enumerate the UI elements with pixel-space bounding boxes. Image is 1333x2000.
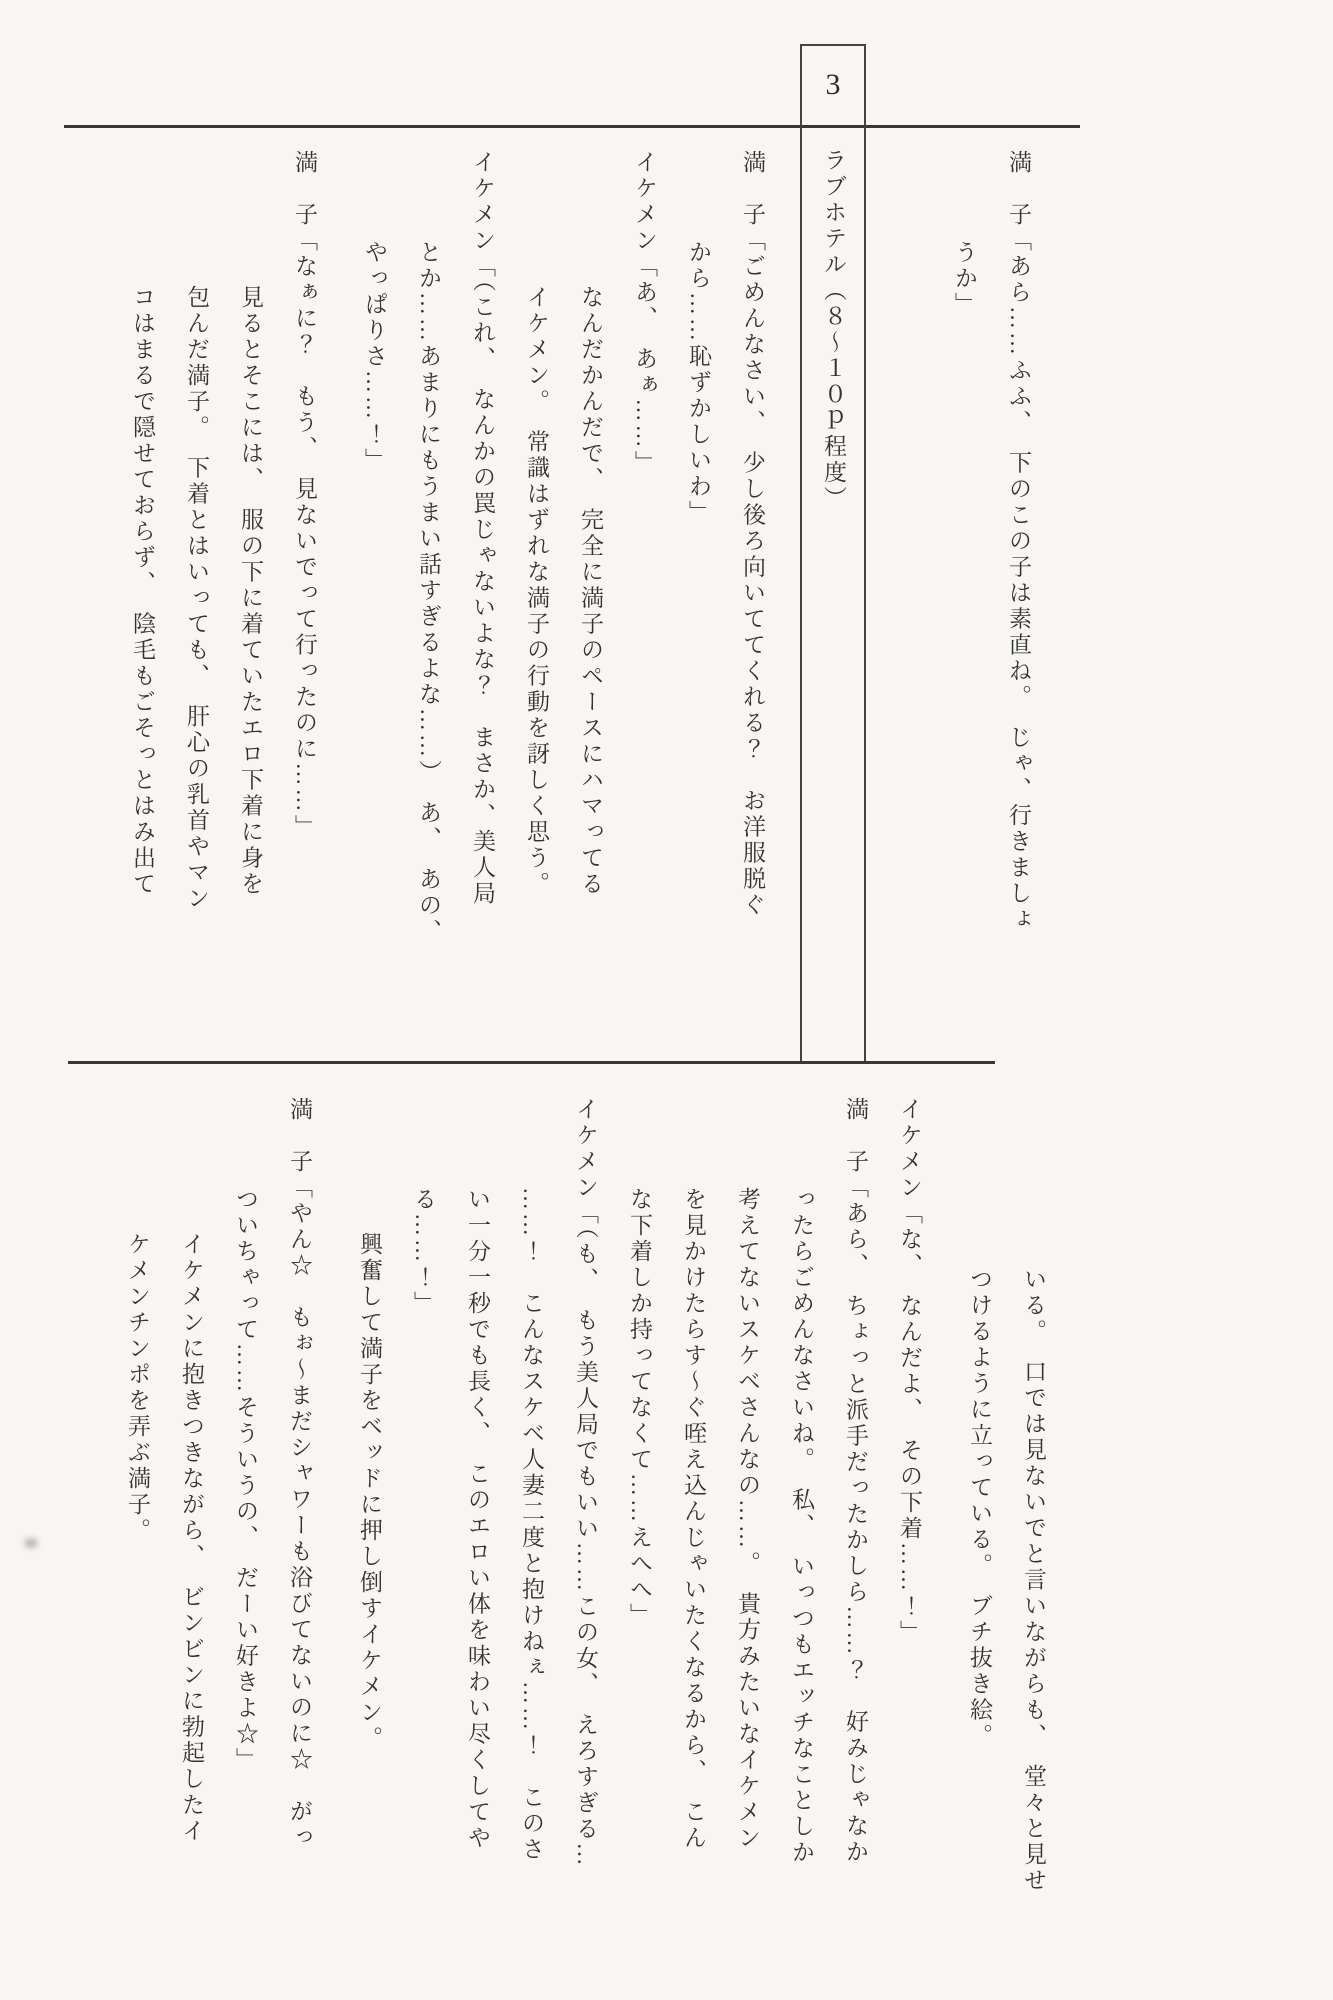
script-line-speaker: 満 子「あら、 ちょっと派手だったかしら……？ 好みじゃなか bbox=[843, 1097, 868, 1866]
script-line-speaker: 満 子「やん☆ もぉ～まだシャワーも浴びてないのに☆ がっ bbox=[287, 1097, 312, 1851]
script-line-dialogue: ったらごめんなさいね。 私、 いっつもエッチなことしか bbox=[789, 1187, 814, 1866]
scene-strip-spacer bbox=[779, 150, 937, 998]
script-line-dialogue: ……！ こんなスケベ人妻二度と抱けねぇ……！ このさ bbox=[519, 1187, 544, 1863]
script-line-dialogue: る……！」 bbox=[411, 1187, 436, 1317]
script-line-narration: 興奮して満子をベッドに押し倒すイケメン。 bbox=[357, 1232, 382, 1752]
script-line-speaker: 満 子「なぁに？ もう、 見ないでって行ったのに……」 bbox=[292, 150, 317, 841]
scan-smudge-artifact bbox=[24, 1538, 38, 1548]
script-line-narration: ケメンチンポを弄ぶ満子。 bbox=[125, 1232, 150, 1544]
script-line-narration: イケメン。 常識はずれな満子の行動を訝しく思う。 bbox=[524, 285, 549, 898]
script-line-dialogue: うか」 bbox=[952, 240, 977, 318]
script-line-dialogue: から……恥ずかしいわ」 bbox=[686, 240, 711, 526]
page-number: 3 bbox=[825, 68, 841, 101]
top-page-script-text bbox=[85, 150, 1045, 998]
bottom-page-header-rule bbox=[68, 1061, 995, 1064]
script-line-dialogue: ついちゃって……そういうの、 だーい好きよ☆」 bbox=[233, 1187, 258, 1774]
bottom-page-script-text bbox=[85, 1097, 1060, 1982]
script-line-narration: イケメンに抱きつきながら、 ビンビンに勃起したイ bbox=[179, 1232, 204, 1845]
top-page-header-rule bbox=[64, 125, 1080, 128]
script-line-narration-deep: いる。 口では見ないでと言いながらも、 堂々と見せ bbox=[1021, 1267, 1046, 1894]
script-line-dialogue: 考えてないスケベさんなの……。 貴方みたいなイケメン bbox=[735, 1187, 760, 1852]
script-line-speaker: イケメン「な、 なんだよ、 その下着……！」 bbox=[897, 1097, 922, 1646]
script-line-speaker: 満 子「あら……ふふ、 下のこの子は素直ね。 じゃ、行きましょ bbox=[1006, 150, 1031, 933]
script-line-speaker: イケメン「あ、 あぁ……」 bbox=[632, 150, 657, 477]
script-line-speaker: イケメン「（も、 もう美人局でもいい……この女、 えろすぎる… bbox=[573, 1097, 598, 1869]
script-line-narration-deep: つけるように立っている。 ブチ抜き絵。 bbox=[967, 1267, 992, 1750]
script-line-dialogue: とか……あまりにもうまい話すぎるよな……） あ、 あの、 bbox=[416, 240, 441, 945]
script-line-dialogue: やっぱりさ……！」 bbox=[362, 240, 387, 474]
script-line-dialogue: な下着しか持ってなくて……えへへ」 bbox=[627, 1187, 652, 1629]
script-line-dialogue: い一分一秒でも長く、 このエロい体を味わい尽くしてや bbox=[465, 1187, 490, 1852]
scene-heading: ラブホテル（８～１０ｐ程度） bbox=[821, 148, 846, 512]
script-line-dialogue: を見かけたらす～ぐ咥え込んじゃいたくなるから、 こん bbox=[681, 1187, 706, 1852]
script-line-speaker: 満 子「ごめんなさい、 少し後ろ向いててくれる？ お洋服脱ぐ bbox=[740, 150, 765, 919]
script-line-narration: 包んだ満子。 下着とはいっても、 肝心の乳首やマン bbox=[184, 285, 209, 912]
script-line-narration: コはまるで隠せておらず、 陰毛もごそっとはみ出て bbox=[130, 285, 155, 898]
script-line-speaker: イケメン「（これ、 なんかの罠じゃないよな？ まさか、美人局 bbox=[470, 150, 495, 907]
script-line-narration: なんだかんだで、 完全に満子のペースにハマってる bbox=[578, 285, 603, 898]
script-line-narration: 見るとそこには、 服の下に着ていたエロ下着に身を bbox=[238, 285, 263, 898]
